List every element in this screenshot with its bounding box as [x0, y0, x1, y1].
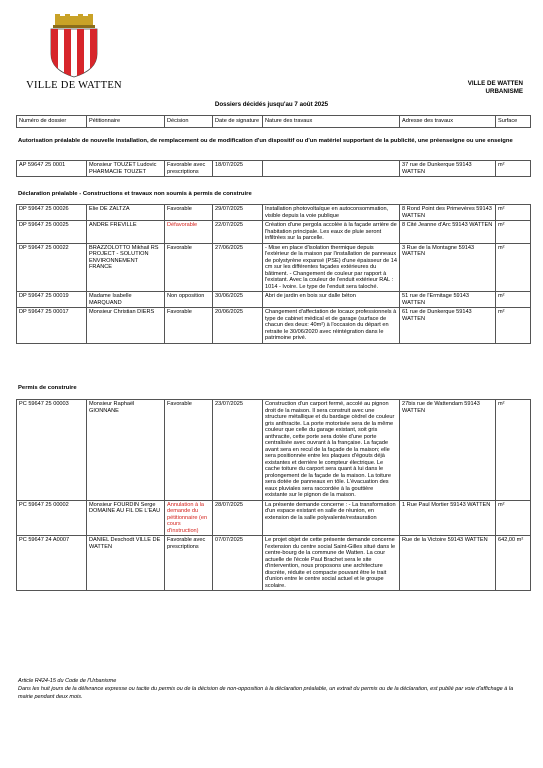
section-title: Autorisation préalable de nouvelle installation, de remplacement ou de modification d'un dispositif ou d'un matériel supportant de la publicité, une préenseigne ou une enseigne	[18, 138, 513, 144]
city-name: VILLE DE WATTEN	[26, 80, 122, 91]
organization-name: VILLE DE WATTEN	[467, 80, 523, 87]
signature-date: 22/07/2025	[213, 221, 263, 244]
surface: m²	[496, 221, 531, 244]
works-address: 8 Rond Point des Primevères 59143 WATTEN	[400, 205, 496, 221]
applicant: Monsieur Raphaël GIONNANE	[87, 400, 165, 501]
coat-of-arms-icon	[39, 14, 109, 78]
organization-block	[468, 80, 523, 96]
decision: Défavorable	[165, 221, 213, 244]
works-description: Le projet objet de cette présente demande concerne l'extension du centre social Saint-Gilles situé dans le centre-bourg de la commune de Watten. La cour actuelle de l'école Paul Brachet sera le site d'intervention, nous proposons une architecture discrète, réduite et compacte pouvant être le trait d'union entre le centre social actuel et le groupe scolaire.	[263, 536, 400, 591]
signature-date: 30/06/2025	[213, 292, 263, 308]
decision: Favorable	[165, 243, 213, 292]
table-row	[17, 536, 531, 591]
works-description: La présente demande concerne : - La transformation d'un espace existant en salle de réunion, en extension de la salle polyvalente/restauration	[263, 500, 400, 536]
signature-date: 28/07/2025	[213, 500, 263, 536]
surface: m²	[496, 161, 531, 177]
works-address: 8 Cité Jeanne d'Arc 59143 WATTEN	[400, 221, 496, 244]
works-description: - Mise en place d'isolation thermique depuis l'extérieur de la maison par l'installation de panneaux de polystyrène expansé (PSE) d'une épaisseur de 14 cm sur les différentes façades extérieures du bâtiment. - Changement de couleur par rapport à l'existant. Avec la couleur de l'enduit extérieur RAL : 1014 - Ivoire. Le type de l'enduit sera taloché.	[263, 243, 400, 292]
file-number: DP 59647 25 00017	[17, 308, 87, 344]
column-header: Pétitionnaire	[87, 116, 165, 128]
table-row	[17, 500, 531, 536]
column-header: Adresse des travaux	[400, 116, 496, 128]
works-description: Changement d'affectation de locaux professionnels à type de cabinet médical et de garage (surface de chacun des deux: 40m²) à l'occasion du départ en retraite le 30/06/2020 avec réintégration dans le patrimoine privé.	[263, 308, 400, 344]
document-title: Dossiers décidés jusqu'au 7 août 2025	[214, 101, 329, 108]
signature-date: 29/07/2025	[213, 205, 263, 221]
footer-article: Article R424-15 du Code de l'Urbanisme	[18, 678, 117, 684]
column-header: Décision	[165, 116, 213, 128]
works-description: Construction d'un carport fermé, accolé au pignon droit de la maison. Il sera construit avec une structure métallique et du bardage cèdrel de couleur gris anthracite. La porte motorisée sera de la même couleur que celle du garage existant, soit gris anthracite, cette porte sera dotée d'une porte centralisée avec ouvrant à la française. La façade avant sera en recul de la façade de la maison; elle sera positionnée entre les plaques d'égouts déjà existantes et derrière le compteur électrique. Le cache toiture du carport sera quant à lui dans le prolongement de la façade de la maison. La toiture sera dotée de panneaux en tôle. L'évacuation des eaux pluviales sera raccordée à la gouttière existante sur le pignon de la maison.	[263, 400, 400, 501]
records-table	[16, 160, 531, 177]
column-header: Numéro de dossier	[17, 116, 87, 128]
file-number: PC 59647 25 00003	[17, 400, 87, 501]
decision: Favorable	[165, 205, 213, 221]
applicant: BRAZZOLOTTO Mikhail RS PROJECT - SOLUTION ENVIRONNEMENT FRANCE	[87, 243, 165, 292]
decision: Favorable avec prescriptions	[165, 161, 213, 177]
applicant: ANDRE FREVILLE	[87, 221, 165, 244]
file-number: DP 59647 25 00025	[17, 221, 87, 244]
applicant: DANIEL Deschodt VILLE DE WATTEN	[87, 536, 165, 591]
file-number: PC 59647 24 A0007	[17, 536, 87, 591]
column-header: Surface	[496, 116, 531, 128]
department-name: URBANISME	[485, 88, 523, 95]
records-table	[16, 204, 531, 344]
signature-date: 23/07/2025	[213, 400, 263, 501]
works-address: 1 Rue Paul Mortier 59143 WATTEN	[400, 500, 496, 536]
applicant: Monsieur TOUZET Ludovic PHARMACIE TOUZET	[87, 161, 165, 177]
decision: Annulation à la demande du pétitionnaire (en cours d'instruction)	[165, 500, 213, 536]
column-header: Nature des travaux	[263, 116, 400, 128]
table-row	[17, 400, 531, 501]
section-title: Permis de construire	[18, 385, 77, 391]
file-number: DP 59647 25 00022	[17, 243, 87, 292]
signature-date: 20/06/2025	[213, 308, 263, 344]
file-number: PC 59647 25 00002	[17, 500, 87, 536]
city-logo	[26, 14, 122, 91]
surface: m²	[496, 205, 531, 221]
decision: Non opposition	[165, 292, 213, 308]
legal-footer	[18, 677, 523, 701]
table-row	[17, 292, 531, 308]
applicant: Madame Isabelle MARQUAND	[87, 292, 165, 308]
table-row	[17, 205, 531, 221]
file-number: DP 59647 25 00026	[17, 205, 87, 221]
decision: Favorable avec prescriptions	[165, 536, 213, 591]
section-title: Déclaration préalable - Constructions et travaux non soumis à permis de construire	[18, 191, 252, 197]
applicant: Monsieur FOURDIN Serge DOMAINE AU FIL DE L'EAU	[87, 500, 165, 536]
works-address: 27bis rue de Wattendam 59143 WATTEN	[400, 400, 496, 501]
works-description: Installation photovoltaïque en autoconsommation, visible depuis la voie publique	[263, 205, 400, 221]
table-row	[17, 243, 531, 292]
signature-date: 27/06/2025	[213, 243, 263, 292]
signature-date: 18/07/2025	[213, 161, 263, 177]
works-address: 61 rue de Dunkerque 59143 WATTEN	[400, 308, 496, 344]
footer-notice: Dans les huit jours de la délivrance expresse ou tacite du permis ou de la décision de non-opposition à la déclaration préalable, un extrait du permis ou de la déclaration, est publié par voie d'affichage à la mairie pendant deux mois.	[18, 686, 514, 700]
decision: Favorable	[165, 308, 213, 344]
works-address: 51 rue de l'Ermitage 59143 WATTEN	[400, 292, 496, 308]
works-address: 3 Rue de la Montagne 59143 WATTEN	[400, 243, 496, 292]
works-address: 37 rue de Dunkerque 59143 WATTEN	[400, 161, 496, 177]
surface: m²	[496, 243, 531, 292]
surface: m²	[496, 308, 531, 344]
surface: m²	[496, 500, 531, 536]
works-description	[263, 161, 400, 177]
works-address: Rue de la Victoire 59143 WATTEN	[400, 536, 496, 591]
decision: Favorable	[165, 400, 213, 501]
applicant: Elie DE ZALTZA	[87, 205, 165, 221]
surface: m²	[496, 292, 531, 308]
table-row	[17, 221, 531, 244]
table-row	[17, 308, 531, 344]
column-header-table	[16, 115, 531, 128]
surface: m²	[496, 400, 531, 501]
file-number: AP 59647 25 0001	[17, 161, 87, 177]
records-table	[16, 399, 531, 591]
signature-date: 07/07/2025	[213, 536, 263, 591]
column-header: Date de signature	[213, 116, 263, 128]
table-row	[17, 161, 531, 177]
surface: 642,00 m²	[496, 536, 531, 591]
file-number: DP 59647 25 00019	[17, 292, 87, 308]
works-description: Abri de jardin en bois sur dalle béton	[263, 292, 400, 308]
applicant: Monsieur Christian DIERS	[87, 308, 165, 344]
works-description: Création d'une pergola accolée à la façade arrière de l'habitation principale. Les eaux de pluie seront infiltrées sur la parcelle.	[263, 221, 400, 244]
